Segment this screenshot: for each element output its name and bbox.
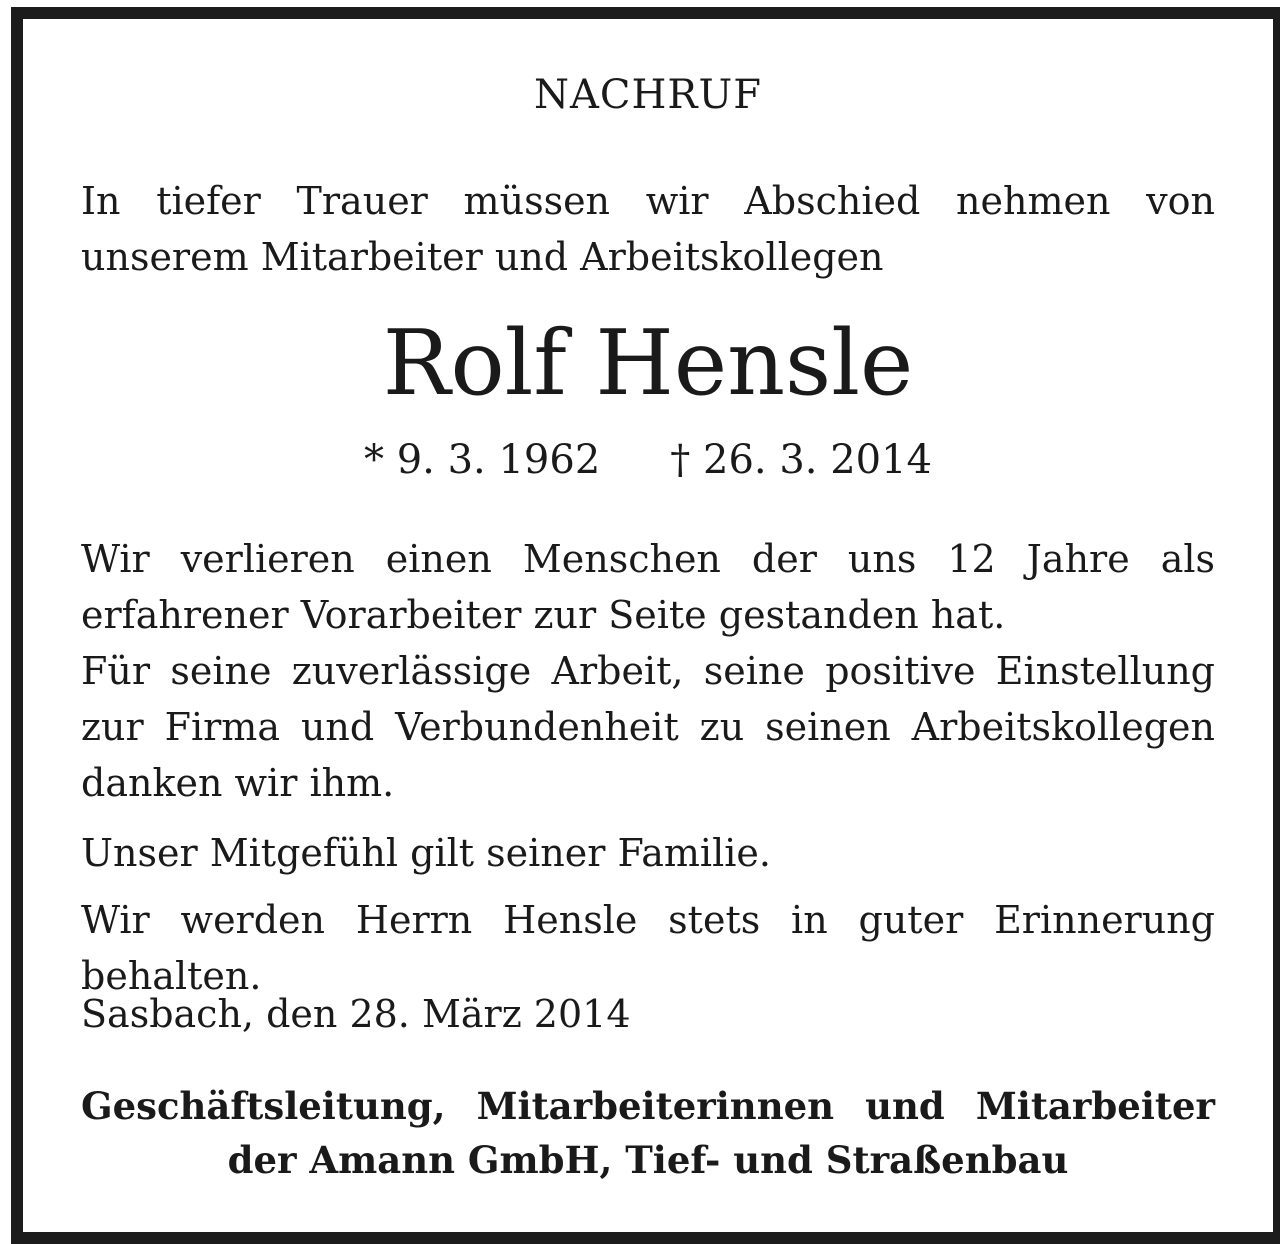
birth-date: * 9. 3. 1962 bbox=[364, 437, 601, 483]
paragraph-remembrance: Wir werden Herrn Hensle stets in guter Erinnerung behalten. bbox=[81, 898, 1215, 998]
paragraph-sympathy: Unser Mitgefühl gilt seiner Familie. bbox=[81, 831, 771, 875]
intro-text: In tiefer Trauer müssen wir Abschied nehmen von unserem Mitarbeiter und Arbeitskollegen bbox=[81, 179, 1215, 279]
signature-line-2: der Amann GmbH, Tief- und Straßenbau bbox=[227, 1138, 1069, 1182]
obituary-frame bbox=[11, 7, 1280, 1244]
paragraph-thanks: Für seine zuverlässige Arbeit, seine positive Einstellung zur Firma und Verbundenheit zu seinen Arbeitskollegen danken wir ihm. bbox=[81, 649, 1215, 805]
death-date: † 26. 3. 2014 bbox=[670, 437, 932, 483]
signature-block bbox=[81, 1079, 1215, 1187]
signature-line-1: Geschäftsleitung, Mitarbeiterinnen und Mitarbeiter bbox=[81, 1084, 1215, 1128]
life-dates bbox=[81, 434, 1215, 486]
deceased-name: Rolf Hensle bbox=[382, 311, 914, 416]
place-and-date: Sasbach, den 28. März 2014 bbox=[81, 992, 631, 1036]
paragraph-service: Wir verlieren einen Menschen der uns 12 Jahre als erfahrener Vorarbeiter zur Seite gestanden hat. bbox=[81, 537, 1215, 637]
obituary-content bbox=[81, 19, 1215, 1232]
obituary-heading: NACHRUF bbox=[534, 72, 762, 118]
